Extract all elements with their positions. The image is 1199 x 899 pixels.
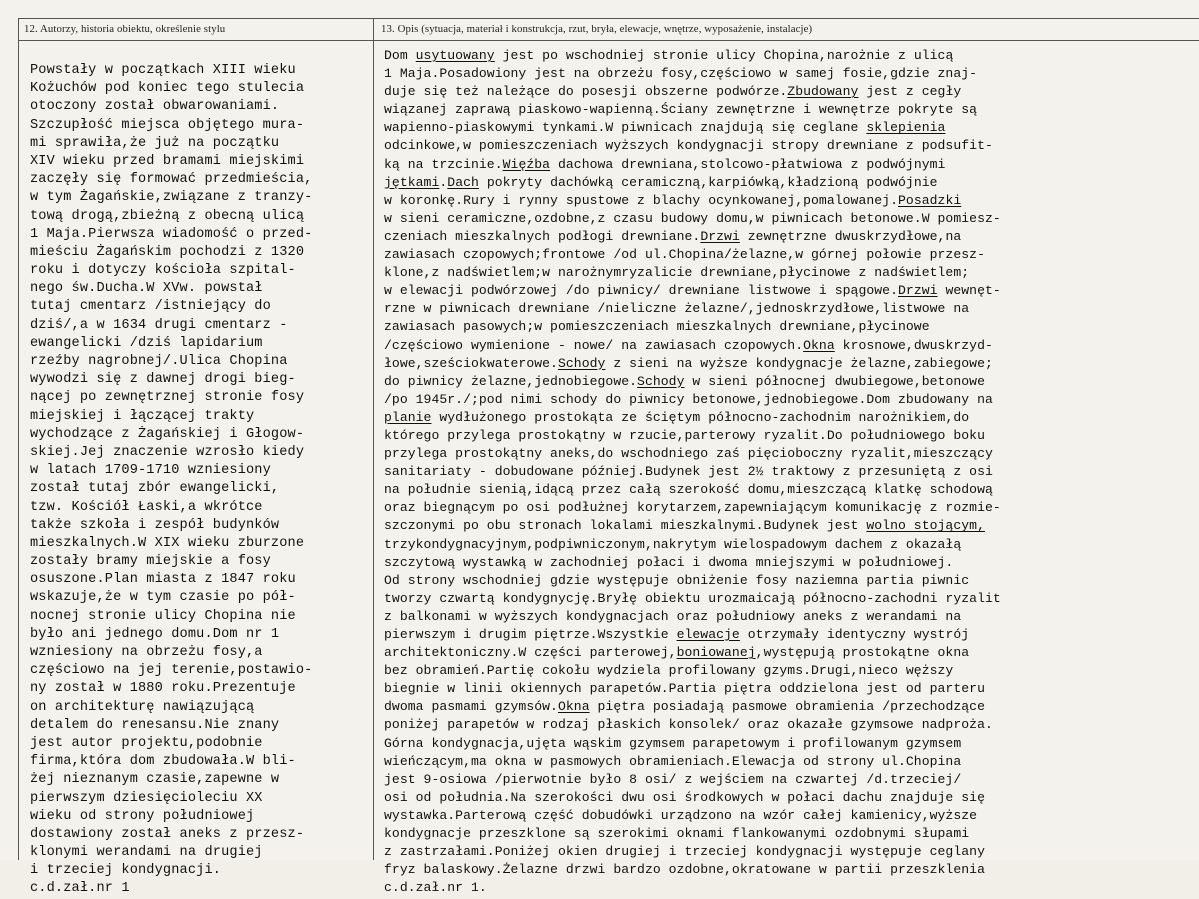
text-line: Szczupłość miejsca objętego mura-: [30, 117, 305, 133]
left-border: [18, 18, 19, 860]
text-line: jętkami.Dach pokryty dachówką ceramiczną,karpiówką,kładzioną podwójnie: [384, 174, 938, 190]
text-line: częściowo na jej terenie,postawio-: [30, 663, 313, 679]
text-line: biegnie w linii okiennych parapetów.Partia piętra oddzielona jest od parteru: [384, 681, 985, 697]
text-line: łowe,sześciokwaterowe.Schody z sieni na wyższe kondygnacje żelazne,zabiegowe;: [384, 355, 993, 371]
top-border: [18, 18, 1199, 19]
text-line: sanitariaty - dobudowane później.Budynek jest 2½ traktowy z przesuniętą z osi: [384, 464, 993, 480]
text-line: wiązanej zaprawą piaskowo-wapienną.Ściany zewnętrzne i wewnętrze pokryte są: [384, 102, 978, 118]
text-line: szczytową wystawką w zachodniej połaci i dwoma mniejszymi w południowej.: [384, 554, 954, 570]
text-line: Górna kondygnacja,ujęta wąskim gzymsem parapetowym i profilowanym gzymsem: [384, 735, 962, 751]
text-line: tutaj cmentarz /istniejący do: [30, 299, 271, 315]
text-line: w sieni ceramiczne,ozdobne,z czasu budowy domu,w piwnicach betonowe.W pomiesz-: [384, 210, 1001, 226]
history-text-column: [30, 62, 312, 899]
text-line: wystawka.Parterową część dobudówki urządzono na wzór całej kamienicy,wyższe: [384, 807, 978, 823]
text-line: dostawiony został aneks z przesz-: [30, 826, 305, 842]
text-line: także szkoła i zespół budynków: [30, 517, 280, 533]
text-line: oraz biegnącym po osi podłużnej korytarzem,zapewniającym komunikację z rozmie-: [384, 500, 1001, 516]
text-line: nocnej stronie ulicy Chopina nie: [30, 608, 296, 624]
text-line: planie wydłużonego prostokąta ze ściętym północno-zachodnim narożnikiem,do: [384, 409, 970, 425]
text-line: jest autor projektu,podobnie: [30, 735, 263, 751]
text-line: którego przylega prostokątny w rzucie,parterowy ryzalit.Do południowego boku: [384, 427, 985, 443]
text-line: tzw. Kościół Łaski,a wkrótce: [30, 499, 263, 515]
text-line: skiej.Jej znaczenie wzrosło kiedy: [30, 444, 305, 460]
text-line: rzeźby nagrobnej/.Ulica Chopina: [30, 354, 288, 369]
text-line: dziś/,a w 1634 drugi cmentarz -: [30, 317, 288, 333]
text-line: osuszone.Plan miasta z 1847 roku: [30, 572, 296, 588]
text-line: zostały bramy miejskie a fosy: [30, 554, 271, 570]
text-line: klone,z nadświetlem;w narożnymryzalicie drewniane,płycinowe z nadświetlem;: [384, 265, 970, 281]
text-line: żej nieznanym czasie,zapewne w: [30, 772, 280, 788]
text-line: odcinkowe,w pomieszczeniach wyższych kondygnacji stropy drewniane z podsufit-: [384, 138, 993, 154]
text-line: rzne w piwnicach drewniane /nieliczne żelazne/,jednoskrzydłowe,listwowe na: [384, 301, 970, 317]
text-line: wieńczącym,ma okna w pasmowych obramieniach.Elewacja od strony ul.Chopina: [384, 753, 962, 769]
text-line: Od strony wschodniej gdzie występuje obniżenie fosy naziemna partia piwnic: [384, 572, 970, 588]
text-line: /po 1945r./;pod nimi schody do piwnicy betonowe,jednobiegowe.Dom zbudowany na: [384, 391, 993, 407]
text-line: Dom usytuowany jest po wschodniej stronie ulicy Chopina,narożnie z ulicą: [384, 48, 954, 63]
text-line: trzykondygnacyjnym,podpiwniczonym,nakrytym wielospadowym dachem z okazałą: [384, 536, 962, 552]
text-line: miejskiej i łączącej trakty: [30, 408, 255, 424]
text-line: przylega prostokątny aneks,do wschodniego zaś pięcioboczny ryzalit,mieszczący: [384, 446, 993, 462]
text-line: dwoma pasmami gzymsów.Okna piętra posiadają pasmowe obramienia /przechodzące: [384, 699, 985, 715]
text-line: wieku od strony południowej: [30, 808, 255, 824]
text-line: zawiasach pasowych;w pomieszczeniach mieszkalnych drewniane,płycinowe: [384, 319, 930, 335]
text-line: ką na trzcinie.Więźba dachowa drewniana,stolcowo-płatwiowa z podwójnymi: [384, 156, 946, 172]
text-line: fryz balaskowy.Żelazne drzwi bardzo ozdobne,okratowane w partii przeszklenia: [384, 862, 985, 878]
text-line: mieszkalnych.W XIX wieku zburzone: [30, 535, 305, 551]
text-line: ny został w 1880 roku.Prezentuje: [30, 681, 296, 697]
text-line: z zastrzałami.Poniżej okien drugiej i trzeciej kondygnacji występuje ceglany: [384, 844, 985, 860]
text-line: wychodzące z Żagańskiej i Głogow-: [30, 426, 305, 442]
text-line: wzniesiony na obrzeżu fosy,a: [30, 645, 263, 660]
text-line: na południe sienią,idącą przez całą szerokość domu,mieszczącą klatkę schodową: [384, 482, 993, 498]
text-line: szczonymi po obu stronach lokalami mieszkalnymi.Budynek jest wolno stojącym,: [384, 518, 985, 534]
section-13-heading: 13. Opis (sytuacja, materiał i konstrukcja, rzut, bryła, elewacje, wnętrze, wyposażenie, instalacje): [381, 23, 813, 35]
text-line: Kożuchów pod koniec tego stulecia: [30, 81, 305, 97]
text-line: firma,która dom zbudowała.W bli-: [30, 754, 296, 770]
text-line: architektoniczny.W części parterowej,boniowanej,występują prostokątne okna: [384, 645, 970, 661]
text-line: jest 9-osiowa /pierwotnie było 8 osi/ z wejściem na czwartej /d.trzeciej/: [384, 771, 962, 787]
text-line: wywodzi się z dawnej drogi bieg-: [30, 372, 296, 388]
text-line: c.d.zał.nr 1: [30, 881, 130, 897]
text-line: kondygnacje przeszklone są szerokimi oknami flankowanymi ozdobnymi słupami: [384, 826, 970, 842]
section-12-heading: 12. Autorzy, historia obiektu, określenie stylu: [24, 23, 226, 35]
text-line: w koronkę.Rury i rynny spustowe z blachy ocynkowanej,pomalowanej.Posadzki: [384, 192, 962, 208]
text-line: 1 Maja.Pierwsza wiadomość o przed-: [30, 226, 313, 242]
text-line: ewangelicki /dziś lapidarium: [30, 335, 263, 351]
text-line: XIV wieku przed bramami miejskimi: [30, 153, 305, 169]
description-text-column: [384, 47, 1001, 897]
column-divider: [373, 18, 374, 860]
text-line: do piwnicy żelazne,jednobiegowe.Schody w sieni północnej dwubiegowe,betonowe: [384, 373, 985, 389]
text-line: czeniach mieszkalnych podłogi drewniane.Drzwi zewnętrzne dwuskrzydłowe,na: [384, 228, 962, 244]
text-line: został tutaj zbór ewangelicki,: [30, 481, 280, 497]
text-line: poniżej parapetów w rodzaj płaskich konsolek/ oraz okazałe gzymsowe nadproża.: [384, 717, 993, 733]
text-line: duje się też należące do posesji obszerne podwórze.Zbudowany jest z cegły: [384, 84, 962, 100]
text-line: klonymi werandami na drugiej: [30, 845, 263, 861]
text-line: nącej po zewnętrznej stronie fosy: [30, 390, 305, 406]
text-line: mi sprawiła,że już na początku: [30, 135, 280, 151]
text-line: otoczony został obwarowaniami.: [30, 99, 280, 115]
text-line: nego św.Ducha.W XVw. powstał: [30, 281, 263, 297]
text-line: tową drogą,zbieżną z obecną ulicą: [30, 208, 305, 224]
text-line: pierwszym dziesięcioleciu XX: [30, 790, 263, 806]
text-line: c.d.zał.nr 1.: [384, 880, 487, 896]
text-line: bez obramień.Partię cokołu wydziela profilowany gzyms.Drugi,nieco węższy: [384, 663, 954, 679]
text-line: wskazuje,że w tym czasie po pół-: [30, 590, 296, 606]
text-line: Powstały w początkach XIII wieku: [30, 63, 296, 78]
text-line: zaczęły się formować przedmieścia,: [30, 172, 313, 188]
text-line: on architekturę nawiązującą: [30, 699, 255, 715]
text-line: wapienno-piaskowymi tynkami.W piwnicach znajdują się ceglane sklepienia: [384, 120, 946, 136]
text-line: osi od południa.Na szerokości dwu osi środkowych w połaci dachu znajduje się: [384, 789, 985, 805]
text-line: było ani jednego domu.Dom nr 1: [30, 626, 280, 642]
text-line: mieściu Żagańskim pochodzi z 1320: [30, 244, 305, 260]
text-line: 1 Maja.Posadowiony jest na obrzeżu fosy,częściowo w samej fosie,gdzie znaj-: [384, 66, 978, 82]
text-line: z balkonami w wyższych kondygnacjach oraz południowy aneks z werandami na: [384, 608, 962, 624]
text-line: detalem do renesansu.Nie znany: [30, 717, 280, 733]
text-line: /częściowo wymienione - nowe/ na zawiasach czopowych.Okna krosnowe,dwuskrzyd-: [384, 337, 993, 353]
text-line: w tym Żagańskie,związane z tranzy-: [30, 190, 313, 206]
text-line: roku i dotyczy kościoła szpital-: [30, 263, 296, 279]
text-line: w elewacji podwórzowej /do piwnicy/ drewniane listwowe i spągowe.Drzwi wewnęt-: [384, 283, 1001, 299]
text-line: zawiasach czopowych;frontowe /od ul.Chopina/żelazne,w górnej połowie przesz-: [384, 247, 985, 263]
text-line: w latach 1709-1710 wzniesiony: [30, 463, 271, 479]
text-line: pierwszym i drugim piętrze.Wszystkie elewacje otrzymały identyczny wystrój: [384, 627, 970, 642]
text-line: i trzeciej kondygnacji.: [30, 863, 222, 879]
text-line: tworzy czwartą kondygnycję.Bryłę obiektu urozmaicają północno-zachodni ryzalit: [384, 590, 1001, 606]
header-divider: [18, 40, 1199, 41]
